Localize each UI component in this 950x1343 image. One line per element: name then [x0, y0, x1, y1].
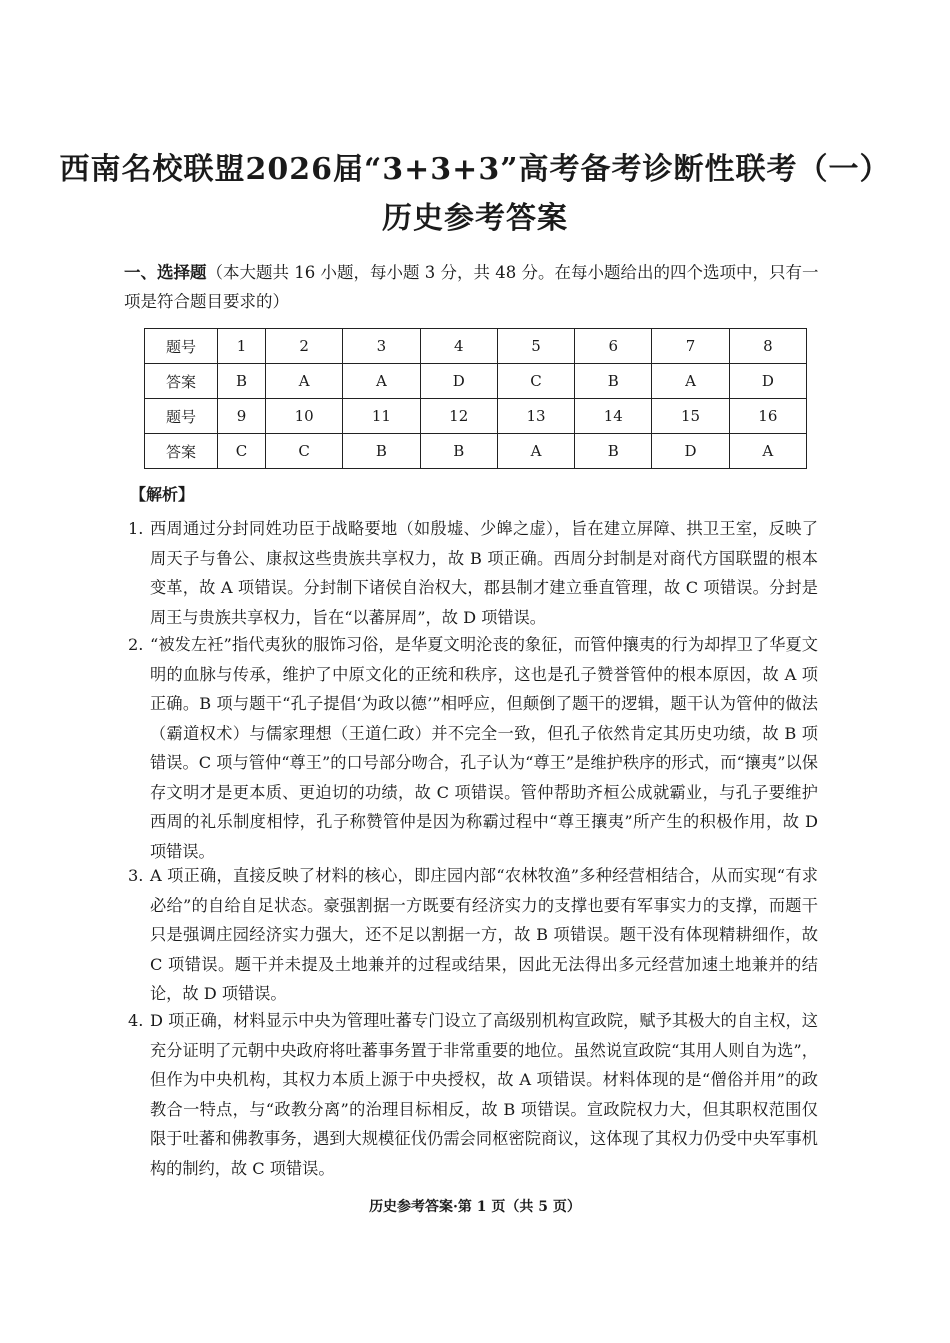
- answer-table-cell: B: [343, 434, 420, 469]
- answer-table-cell: A: [729, 434, 806, 469]
- item-number: 2.: [128, 635, 144, 654]
- answer-table-cell: 5: [497, 329, 574, 364]
- answer-table-cell: 14: [575, 399, 652, 434]
- row-header-cell: 题号: [145, 329, 218, 364]
- answer-table-cell: B: [575, 434, 652, 469]
- answer-table-cell: A: [266, 364, 343, 399]
- answer-table: [144, 328, 807, 469]
- page-footer: 历史参考答案·第 1 页（共 5 页）: [369, 1199, 581, 1215]
- answer-table-cell: 7: [652, 329, 729, 364]
- answer-table-row: [145, 329, 807, 364]
- item-number: 4.: [128, 1011, 144, 1030]
- answer-table-row: [145, 399, 807, 434]
- row-header-cell: 答案: [145, 434, 218, 469]
- analysis-item-1: [128, 514, 818, 632]
- analysis-item-4: [128, 1006, 818, 1183]
- row-header-cell: 题号: [145, 399, 218, 434]
- answer-table-cell: B: [420, 434, 497, 469]
- item-number: 3.: [128, 866, 144, 885]
- answer-table-cell: 2: [266, 329, 343, 364]
- answer-table-cell: C: [497, 364, 574, 399]
- answer-table-row: [145, 434, 807, 469]
- page-title: 西南名校联盟2026届“3+3+3”高考备考诊断性联考（一）: [59, 152, 891, 187]
- section-label: 一、选择题: [124, 263, 207, 282]
- page-subtitle: 历史参考答案: [382, 201, 568, 236]
- answer-table-cell: 10: [266, 399, 343, 434]
- answer-table-cell: C: [266, 434, 343, 469]
- answer-table-cell: 6: [575, 329, 652, 364]
- answer-table-cell: D: [652, 434, 729, 469]
- item-text: D 项正确，材料显示中央为管理吐蕃专门设立了高级别机构宣政院，赋予其极大的自主权，这充分证明了元朝中央政府将吐蕃事务置于非常重要的地位。虽然说宣政院“其用人则自为选”，但作为中央机构，其权力本质上源于中央授权，故 A 项错误。材料体现的是“僧俗并用”的政教合一特点，与“政教分离”的治理目标相反，故 B 项错误。宣政院权力大，但其职权范围仅限于吐蕃和佛教事务，遇到大规模征伐仍需会同枢密院商议，这体现了其权力仍受中央军事机构的制约，故 C 项错误。: [150, 1011, 818, 1178]
- analysis-label: 【解析】: [130, 485, 195, 504]
- section-intro: [124, 258, 824, 316]
- answer-table-cell: 16: [729, 399, 806, 434]
- item-number: 1.: [128, 519, 144, 538]
- item-text: A 项正确，直接反映了材料的核心，即庄园内部“农林牧渔”多种经营相结合，从而实现“有求必给”的自给自足状态。豪强割据一方既要有经济实力的支撑也要有军事实力的支撑，而题干只是强调庄园经济实力强大，还不足以割据一方，故 B 项错误。题干没有体现精耕细作，故 C 项错误。题干并未提及土地兼并的过程或结果，因此无法得出多元经营加速土地兼并的结论，故 D 项错误。: [150, 866, 818, 1003]
- analysis-item-2: [128, 630, 818, 866]
- answer-table-cell: B: [575, 364, 652, 399]
- answer-table-cell: A: [652, 364, 729, 399]
- answer-table-cell: 12: [420, 399, 497, 434]
- row-header-cell: 答案: [145, 364, 218, 399]
- answer-table-cell: 1: [218, 329, 266, 364]
- answer-table-cell: A: [343, 364, 420, 399]
- answer-table-cell: 13: [497, 399, 574, 434]
- answer-table-cell: C: [218, 434, 266, 469]
- item-text: “被发左衽”指代夷狄的服饰习俗，是华夏文明沦丧的象征，而管仲攘夷的行为却捍卫了华夏文明的血脉与传承，维护了中原文化的正统和秩序，这也是孔子赞誉管仲的根本原因，故 A 项正确。B 项与题干“孔子提倡‘为政以德’”相呼应，但颠倒了题干的逻辑，题干认为管仲的做法（霸道权术）与儒家理想（王道仁政）并不完全一致，但孔子依然肯定其历史功绩，故 B 项错误。C 项与管仲“尊王”的口号部分吻合，孔子认为“尊王”是维护秩序的形式，而“攘夷”以保存文明才是更本质、更迫切的功绩，故 C 项错误。管仲帮助齐桓公成就霸业，与孔子要维护西周的礼乐制度相悖，孔子称赞管仲是因为称霸过程中“尊王攘夷”所产生的积极作用，故 D 项错误。: [150, 635, 818, 861]
- answer-table-cell: A: [497, 434, 574, 469]
- answer-table-cell: 15: [652, 399, 729, 434]
- answer-table-cell: 9: [218, 399, 266, 434]
- answer-table-cell: D: [729, 364, 806, 399]
- analysis-item-3: [128, 861, 818, 1009]
- answer-table-cell: B: [218, 364, 266, 399]
- section-description: （本大题共 16 小题，每小题 3 分，共 48 分。在每小题给出的四个选项中，只有一项是符合题目要求的）: [124, 263, 819, 311]
- answer-table-cell: D: [420, 364, 497, 399]
- answer-table-cell: 4: [420, 329, 497, 364]
- answer-table-cell: 3: [343, 329, 420, 364]
- answer-table-row: [145, 364, 807, 399]
- item-text: 西周通过分封同姓功臣于战略要地（如殷墟、少皞之虚），旨在建立屏障、拱卫王室，反映了周天子与鲁公、康叔这些贵族共享权力，故 B 项正确。西周分封制是对商代方国联盟的根本变革，故 A 项错误。分封制下诸侯自治权大，郡县制才建立垂直管理，故 C 项错误。分封是周王与贵族共享权力，旨在“以蕃屏周”，故 D 项错误。: [150, 519, 818, 627]
- answer-table-cell: 11: [343, 399, 420, 434]
- answer-table-cell: 8: [729, 329, 806, 364]
